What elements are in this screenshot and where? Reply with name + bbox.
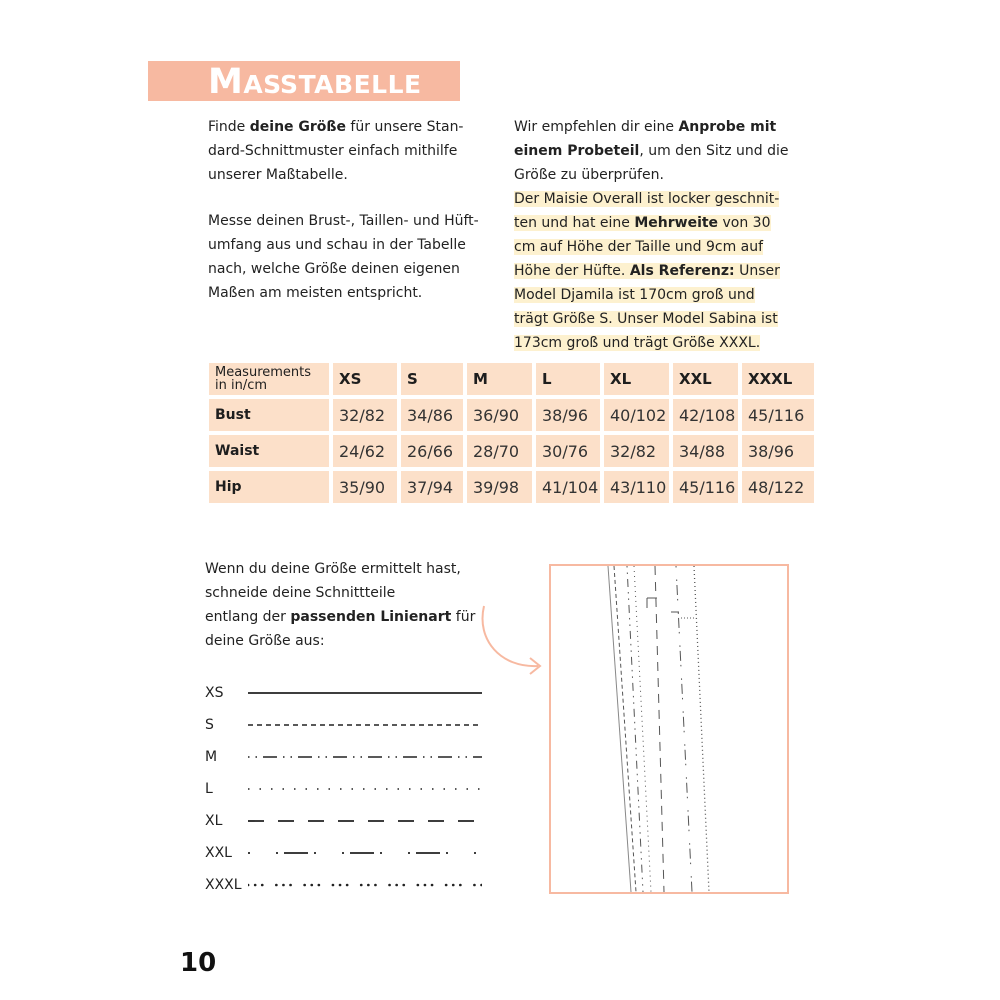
pattern-detail-illustration (549, 564, 789, 894)
table-cell: 28/70 (467, 435, 532, 467)
bold-text: Mehrweite (634, 215, 719, 231)
text: Model Djamila ist 170cm groß und (514, 287, 755, 303)
text: entlang der (205, 609, 291, 625)
table-cell: 48/122 (742, 471, 814, 503)
text: umfang aus und schau in der Tabelle (208, 237, 466, 253)
text: von 30 (718, 215, 771, 231)
size-header: XS (333, 363, 397, 395)
line-dotted (248, 784, 482, 794)
size-header: XXL (673, 363, 738, 395)
text: Maßen am meisten entspricht. (208, 285, 423, 301)
page-number: 10 (180, 948, 217, 978)
table-cell: 32/82 (604, 435, 669, 467)
text: Unser (734, 263, 780, 279)
line-label-s: S (205, 717, 214, 733)
text: in in/cm (215, 378, 268, 393)
line-label-l: L (205, 781, 213, 797)
line-dot-groups (248, 880, 482, 890)
text: deine Größe aus: (205, 633, 325, 649)
text: schneide deine Schnittteile (205, 585, 396, 601)
table-cell: 30/76 (536, 435, 600, 467)
table-row (209, 435, 814, 467)
line-dot-dash (248, 752, 482, 762)
row-label: Waist (209, 435, 329, 467)
text: Finde (208, 119, 250, 135)
table-cell: 32/82 (333, 399, 397, 431)
cut-instruction-paragraph (205, 557, 505, 653)
text: Der Maisie Overall ist locker geschnit- (514, 191, 780, 207)
text: Wir empfehlen dir eine (514, 119, 679, 135)
intro-right-paragraph (514, 115, 814, 355)
row-label: Bust (209, 399, 329, 431)
text: Höhe der Hüfte. (514, 263, 630, 279)
page-title (208, 60, 422, 104)
text: trägt Größe S. Unser Model Sabina ist (514, 311, 778, 327)
highlighted-text (514, 287, 755, 303)
text: ten und hat eine (514, 215, 635, 231)
page-title-text: Maßtabelle (208, 62, 422, 102)
table-cell: 42/108 (673, 399, 738, 431)
table-cell: 39/98 (467, 471, 532, 503)
text: Größe zu überprüfen. (514, 167, 664, 183)
size-header: S (401, 363, 463, 395)
table-cell: 41/104 (536, 471, 600, 503)
line-long-dash (248, 816, 482, 826)
size-header: M (467, 363, 532, 395)
table-cell: 34/88 (673, 435, 738, 467)
table-corner-cell (209, 363, 329, 395)
table-cell: 34/86 (401, 399, 463, 431)
table-cell: 40/102 (604, 399, 669, 431)
table-cell: 43/110 (604, 471, 669, 503)
table-row (209, 471, 814, 503)
bold-text: Als Referenz: (629, 263, 735, 279)
line-label-xs: XS (205, 685, 224, 701)
line-dash-dot-long (248, 848, 482, 858)
table-cell: 36/90 (467, 399, 532, 431)
line-label-m: M (205, 749, 218, 765)
table-cell: 38/96 (536, 399, 600, 431)
table-cell: 38/96 (742, 435, 814, 467)
text: unserer Maßtabelle. (208, 167, 348, 183)
highlighted-text (514, 311, 778, 327)
text: nach, welche Größe deinen eigenen (208, 261, 460, 277)
text: dard-Schnittmuster einfach mithilfe (208, 143, 458, 159)
text: für unsere Stan- (345, 119, 464, 135)
table-cell: 35/90 (333, 471, 397, 503)
text: Measurements (215, 365, 312, 380)
curved-arrow-icon (476, 600, 548, 676)
table-cell: 24/62 (333, 435, 397, 467)
size-header: XXXL (742, 363, 814, 395)
text: , um den Sitz und die (639, 143, 789, 159)
size-table (205, 359, 818, 507)
table-cell: 37/94 (401, 471, 463, 503)
pattern-lines-graphic (551, 566, 787, 892)
line-label-xxxl: XXXL (205, 877, 242, 893)
line-dashed (248, 720, 482, 730)
text: für (451, 609, 476, 625)
text: Wenn du deine Größe ermittelt hast, (205, 561, 461, 577)
size-header: L (536, 363, 600, 395)
table-row (209, 399, 814, 431)
intro-left-paragraph-2 (208, 209, 498, 305)
highlighted-text (514, 335, 760, 351)
table-cell: 45/116 (742, 399, 814, 431)
bold-text: deine Größe (249, 119, 346, 135)
bold-text: passenden Linienart (290, 609, 452, 625)
highlighted-text (514, 263, 780, 279)
size-header: XL (604, 363, 669, 395)
highlighted-text (514, 191, 779, 207)
line-label-xxl: XXL (205, 845, 232, 861)
text: 173cm groß und trägt Größe XXXL. (514, 335, 761, 351)
table-cell: 26/66 (401, 435, 463, 467)
table-cell: 45/116 (673, 471, 738, 503)
highlighted-text (514, 215, 771, 231)
bold-text: Anprobe mit (678, 119, 777, 135)
highlighted-text (514, 239, 763, 255)
intro-left-paragraph-1 (208, 115, 498, 187)
line-label-xl: XL (205, 813, 223, 829)
line-solid (248, 688, 482, 698)
row-label: Hip (209, 471, 329, 503)
text: cm auf Höhe der Taille und 9cm auf (514, 239, 764, 255)
bold-text: einem Probeteil (514, 143, 640, 159)
text: Messe deinen Brust-, Taillen- und Hüft- (208, 213, 479, 229)
table-header-row (209, 363, 814, 395)
